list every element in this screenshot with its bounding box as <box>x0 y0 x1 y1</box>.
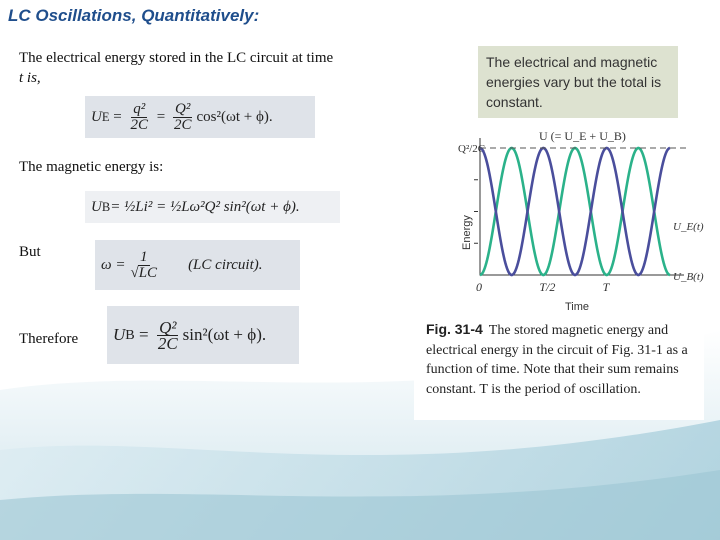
y-axis-label: Energy <box>461 215 473 250</box>
energy-plot <box>414 120 704 320</box>
ue-curve-label: U_E(t) <box>673 221 704 233</box>
eq1-lhs: U <box>91 108 102 125</box>
equation-magnetic-energy <box>85 191 340 223</box>
eq4-sub: B <box>125 326 135 343</box>
eq4-lhs: U <box>113 325 126 344</box>
eq1-num1: q² <box>133 100 146 117</box>
figure-panel <box>414 40 704 420</box>
eq4-num: Q² <box>159 317 177 337</box>
figure-caption-label: Fig. 31-4 <box>426 321 483 337</box>
eq1-num2: Q² <box>175 100 191 117</box>
eq4-den: 2C <box>157 333 178 353</box>
figure-callout: The electrical and magnetic energies vary but the total is constant. <box>478 46 678 118</box>
total-energy-label: U (= U_E + U_B) <box>539 129 626 143</box>
x-tick-label: T/2 <box>539 280 556 294</box>
equation-therefore: U B = $\frac{\text{Q²}}{2C}$ sin²(ωt + ϕ). <box>107 306 299 364</box>
ue-curve <box>480 148 670 275</box>
but-label: But <box>19 244 41 260</box>
x-tick-label: T <box>602 280 610 294</box>
ub-curve <box>480 148 670 275</box>
eq1-den2: 2C <box>173 116 192 133</box>
eq1-den1: 2C <box>130 116 148 133</box>
eq2-rest: = ½Li² = ½Lω²Q² sin²(ωt + ϕ). <box>110 198 300 215</box>
eq3-lhs: ω = <box>101 256 126 273</box>
eq4-tail: sin²(ωt + ϕ). <box>182 325 267 344</box>
ub-curve-label: U_B(t) <box>673 271 704 283</box>
eq3-den: √LC <box>130 264 158 281</box>
body-line-2: t is, <box>19 70 41 86</box>
slide-title: LC Oscillations, Quantitatively: <box>8 6 260 25</box>
eq1-tail: cos²(ωt + ϕ). <box>196 108 273 125</box>
eq2-sub: B <box>101 199 111 214</box>
figure-caption <box>426 320 696 399</box>
x-axis-label: Time <box>565 301 590 313</box>
eq1-sub: E <box>101 109 110 124</box>
eq3-num: 1 <box>140 248 148 265</box>
equation-electric-energy: U E = $\frac{\text{q²}}{2C}$ = $\frac{\text{Q²}}{2C}$ cos²(ωt + ϕ). <box>85 96 315 138</box>
therefore-label: Therefore <box>19 331 79 347</box>
equation-omega <box>95 240 300 290</box>
x-tick-label: 0 <box>476 280 482 294</box>
eq2-lhs: U <box>91 198 102 215</box>
eq3-note: (LC circuit). <box>188 256 263 273</box>
y-top-label: Q²/2C <box>458 143 486 155</box>
figure-caption-text: The stored magnetic energy and electrical energy in the circuit of Fig. 31-1 as a function of time. Note that their sum remains constant. T is the period of oscillation. <box>426 323 688 397</box>
magnetic-label: The magnetic energy is: <box>19 159 164 175</box>
body-line-1: The electrical energy stored in the LC circuit at time <box>19 50 334 66</box>
